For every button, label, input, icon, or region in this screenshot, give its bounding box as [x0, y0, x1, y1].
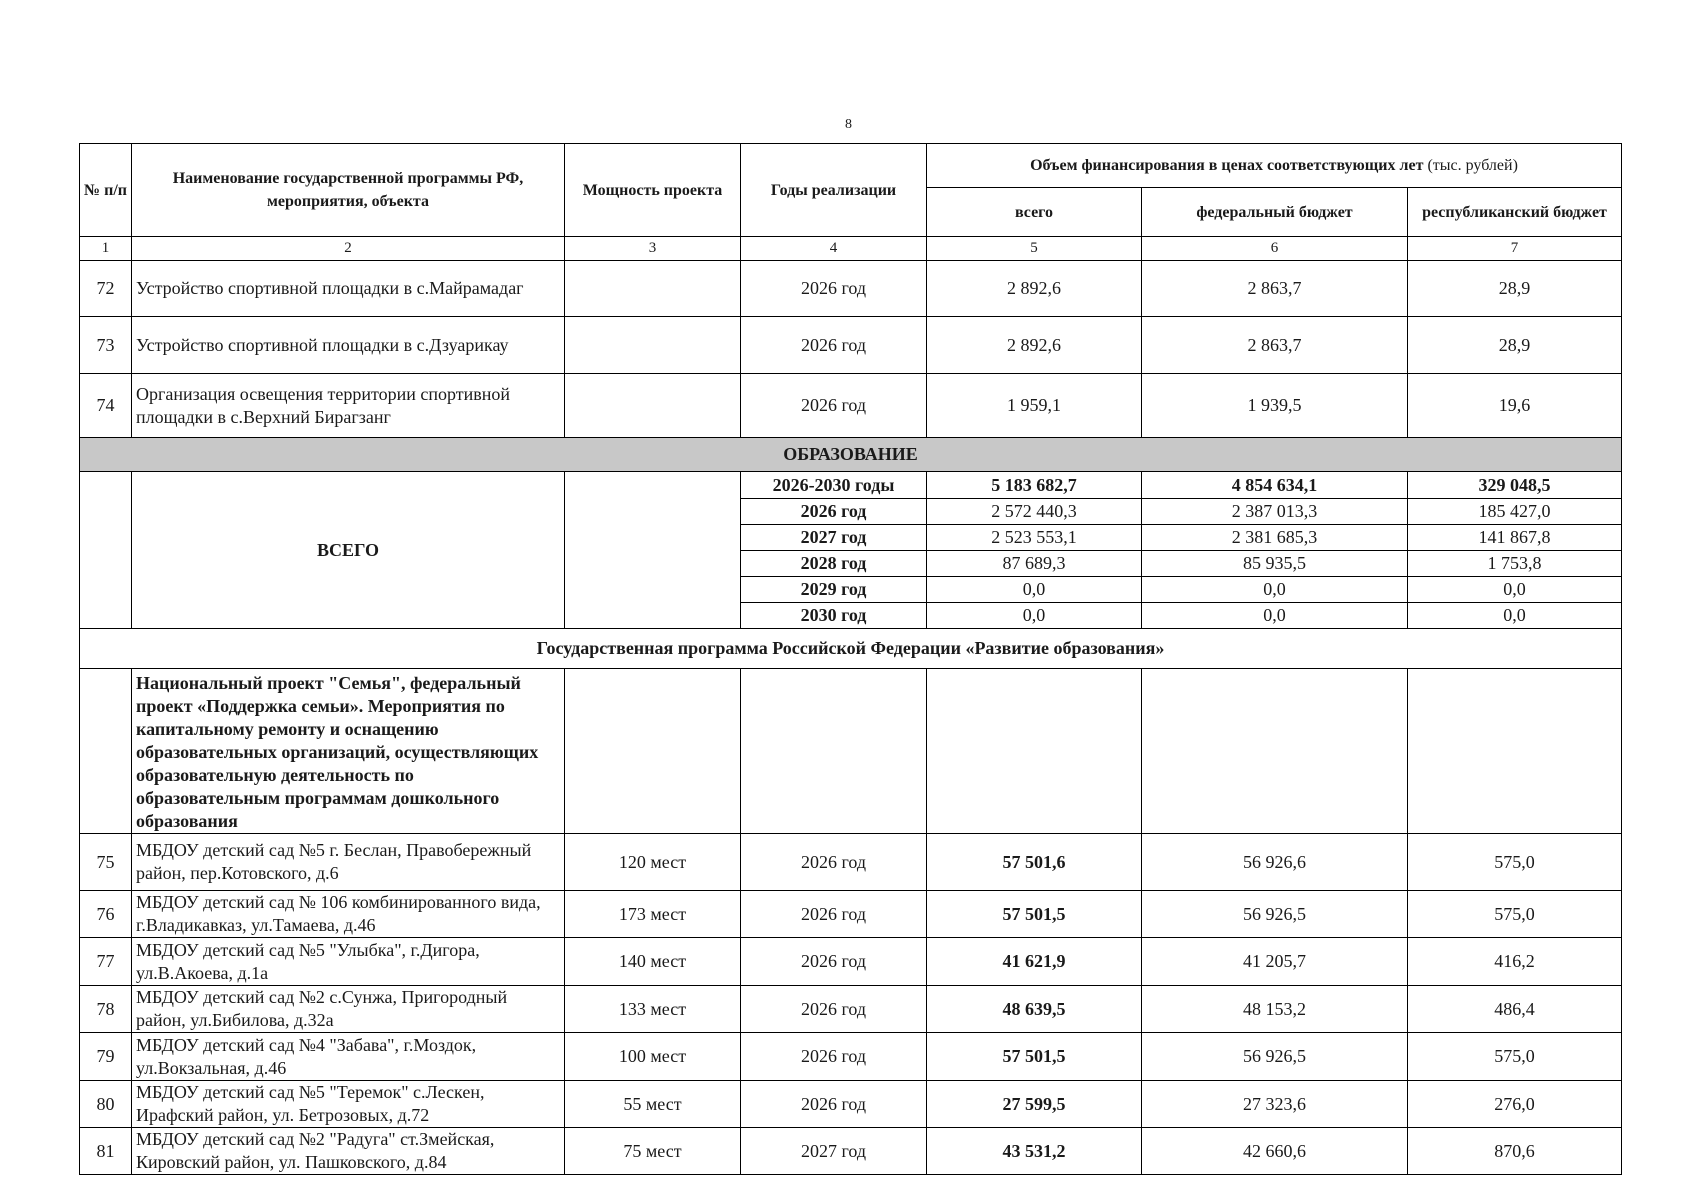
project-empty-cell — [741, 669, 927, 834]
row-federal: 56 926,6 — [1142, 834, 1408, 891]
row-republic: 870,6 — [1408, 1128, 1622, 1175]
row-total: 41 621,9 — [927, 938, 1142, 986]
totals-republic: 141 867,8 — [1408, 525, 1622, 551]
row-total: 57 501,6 — [927, 834, 1142, 891]
row-name: Устройство спортивной площадки в с.Майрамадаг — [132, 261, 565, 317]
row-federal: 48 153,2 — [1142, 986, 1408, 1033]
header-years: Годы реализации — [741, 144, 927, 237]
row-years: 2026 год — [741, 374, 927, 438]
row-capacity: 133 мест — [565, 986, 741, 1033]
row-years: 2026 год — [741, 1033, 927, 1081]
row-years: 2027 год — [741, 1128, 927, 1175]
totals-republic: 0,0 — [1408, 603, 1622, 629]
totals-years: 2028 год — [741, 551, 927, 577]
header-finance-title: Объем финансирования в ценах соответствующих лет — [1030, 157, 1424, 174]
totals-federal: 4 854 634,1 — [1142, 472, 1408, 499]
table-row — [80, 986, 1622, 1033]
project-empty-cell — [1142, 669, 1408, 834]
totals-row — [80, 472, 1622, 499]
table-row — [80, 891, 1622, 938]
row-federal: 56 926,5 — [1142, 1033, 1408, 1081]
project-row — [80, 669, 1622, 834]
row-republic: 276,0 — [1408, 1081, 1622, 1128]
header-total: всего — [927, 188, 1142, 237]
totals-total: 2 523 553,1 — [927, 525, 1142, 551]
financing-table — [79, 143, 1622, 1175]
row-total: 27 599,5 — [927, 1081, 1142, 1128]
row-number: 80 — [80, 1081, 132, 1128]
column-number: 7 — [1408, 237, 1622, 261]
row-name: Организация освещения территории спортивной площадки в с.Верхний Бирагзанг — [132, 374, 565, 438]
table-row — [80, 374, 1622, 438]
column-number: 1 — [80, 237, 132, 261]
totals-total: 2 572 440,3 — [927, 499, 1142, 525]
row-total: 1 959,1 — [927, 374, 1142, 438]
row-republic: 19,6 — [1408, 374, 1622, 438]
row-number: 77 — [80, 938, 132, 986]
totals-federal: 2 381 685,3 — [1142, 525, 1408, 551]
project-num-cell — [80, 669, 132, 834]
row-years: 2026 год — [741, 938, 927, 986]
row-capacity: 75 мест — [565, 1128, 741, 1175]
row-capacity: 140 мест — [565, 938, 741, 986]
table-row — [80, 1033, 1622, 1081]
row-total: 57 501,5 — [927, 891, 1142, 938]
header-finance-unit: (тыс. рублей) — [1427, 157, 1518, 174]
column-number: 5 — [927, 237, 1142, 261]
row-name: МБДОУ детский сад №5 г. Беслан, Правобережный район, пер.Котовского, д.6 — [132, 834, 565, 891]
row-number: 79 — [80, 1033, 132, 1081]
row-years: 2026 год — [741, 317, 927, 374]
totals-federal: 0,0 — [1142, 577, 1408, 603]
row-number: 78 — [80, 986, 132, 1033]
header-federal: федеральный бюджет — [1142, 188, 1408, 237]
header-capacity: Мощность проекта — [565, 144, 741, 237]
totals-republic: 0,0 — [1408, 577, 1622, 603]
row-republic: 575,0 — [1408, 834, 1622, 891]
totals-years: 2026-2030 годы — [741, 472, 927, 499]
totals-republic: 1 753,8 — [1408, 551, 1622, 577]
totals-years: 2026 год — [741, 499, 927, 525]
header-name: Наименование государственной программы РФ, мероприятия, объекта — [132, 144, 565, 237]
row-years: 2026 год — [741, 1081, 927, 1128]
program-title: Государственная программа Российской Федерации «Развитие образования» — [80, 629, 1622, 669]
totals-total: 0,0 — [927, 577, 1142, 603]
row-years: 2026 год — [741, 986, 927, 1033]
row-capacity — [565, 261, 741, 317]
totals-federal: 85 935,5 — [1142, 551, 1408, 577]
header-num: № п/п — [80, 144, 132, 237]
row-total: 2 892,6 — [927, 317, 1142, 374]
row-number: 73 — [80, 317, 132, 374]
column-number: 4 — [741, 237, 927, 261]
totals-num-cell — [80, 472, 132, 629]
row-republic: 486,4 — [1408, 986, 1622, 1033]
table-row — [80, 1081, 1622, 1128]
totals-federal: 2 387 013,3 — [1142, 499, 1408, 525]
table-row — [80, 834, 1622, 891]
header-row — [80, 144, 1622, 188]
row-federal: 2 863,7 — [1142, 317, 1408, 374]
row-capacity: 173 мест — [565, 891, 741, 938]
section-title: ОБРАЗОВАНИЕ — [80, 438, 1622, 472]
section-row — [80, 438, 1622, 472]
row-capacity: 100 мест — [565, 1033, 741, 1081]
row-years: 2026 год — [741, 834, 927, 891]
project-empty-cell — [1408, 669, 1622, 834]
row-federal: 56 926,5 — [1142, 891, 1408, 938]
project-empty-cell — [927, 669, 1142, 834]
row-number: 72 — [80, 261, 132, 317]
totals-years: 2030 год — [741, 603, 927, 629]
row-republic: 575,0 — [1408, 1033, 1622, 1081]
row-number: 81 — [80, 1128, 132, 1175]
table-row — [80, 261, 1622, 317]
row-federal: 2 863,7 — [1142, 261, 1408, 317]
column-number: 2 — [132, 237, 565, 261]
totals-total: 87 689,3 — [927, 551, 1142, 577]
table-row — [80, 938, 1622, 986]
page-number: 8 — [845, 117, 852, 132]
row-federal: 41 205,7 — [1142, 938, 1408, 986]
totals-total: 0,0 — [927, 603, 1142, 629]
row-capacity: 120 мест — [565, 834, 741, 891]
project-title: Национальный проект "Семья", федеральный проект «Поддержка семьи». Мероприятия по капитальному ремонту и оснащению образовательных организаций, осуществляющих образовательную деятельность по образовательным программам дошкольного образования — [132, 669, 565, 834]
header-republic: республиканский бюджет — [1408, 188, 1622, 237]
totals-years: 2029 год — [741, 577, 927, 603]
row-years: 2026 год — [741, 891, 927, 938]
row-republic: 28,9 — [1408, 261, 1622, 317]
row-federal: 42 660,6 — [1142, 1128, 1408, 1175]
row-name: МБДОУ детский сад №4 "Забава", г.Моздок, ул.Вокзальная, д.46 — [132, 1033, 565, 1081]
row-name: Устройство спортивной площадки в с.Дзуарикау — [132, 317, 565, 374]
project-empty-cell — [565, 669, 741, 834]
row-federal: 27 323,6 — [1142, 1081, 1408, 1128]
totals-capacity-cell — [565, 472, 741, 629]
row-number: 75 — [80, 834, 132, 891]
program-row — [80, 629, 1622, 669]
row-republic: 28,9 — [1408, 317, 1622, 374]
row-name: МБДОУ детский сад № 106 комбинированного вида, г.Владикавказ, ул.Тамаева, д.46 — [132, 891, 565, 938]
totals-total: 5 183 682,7 — [927, 472, 1142, 499]
row-capacity — [565, 317, 741, 374]
row-total: 57 501,5 — [927, 1033, 1142, 1081]
totals-label: ВСЕГО — [132, 472, 565, 629]
totals-years: 2027 год — [741, 525, 927, 551]
totals-federal: 0,0 — [1142, 603, 1408, 629]
row-name: МБДОУ детский сад №5 "Улыбка", г.Дигора, ул.В.Акоева, д.1а — [132, 938, 565, 986]
row-number: 74 — [80, 374, 132, 438]
header-finance — [927, 144, 1622, 188]
row-republic: 416,2 — [1408, 938, 1622, 986]
column-number: 6 — [1142, 237, 1408, 261]
table-row — [80, 317, 1622, 374]
row-name: МБДОУ детский сад №2 "Радуга" ст.Змейская, Кировский район, ул. Пашковского, д.84 — [132, 1128, 565, 1175]
row-name: МБДОУ детский сад №5 "Теремок" с.Лескен, Ирафский район, ул. Бетрозовых, д.72 — [132, 1081, 565, 1128]
row-federal: 1 939,5 — [1142, 374, 1408, 438]
column-number-row — [80, 237, 1622, 261]
column-number: 3 — [565, 237, 741, 261]
row-years: 2026 год — [741, 261, 927, 317]
row-total: 43 531,2 — [927, 1128, 1142, 1175]
row-capacity: 55 мест — [565, 1081, 741, 1128]
row-republic: 575,0 — [1408, 891, 1622, 938]
row-name: МБДОУ детский сад №2 с.Сунжа, Пригородный район, ул.Бибилова, д.32а — [132, 986, 565, 1033]
row-number: 76 — [80, 891, 132, 938]
row-total: 48 639,5 — [927, 986, 1142, 1033]
table-row — [80, 1128, 1622, 1175]
row-total: 2 892,6 — [927, 261, 1142, 317]
totals-republic: 329 048,5 — [1408, 472, 1622, 499]
row-capacity — [565, 374, 741, 438]
totals-republic: 185 427,0 — [1408, 499, 1622, 525]
